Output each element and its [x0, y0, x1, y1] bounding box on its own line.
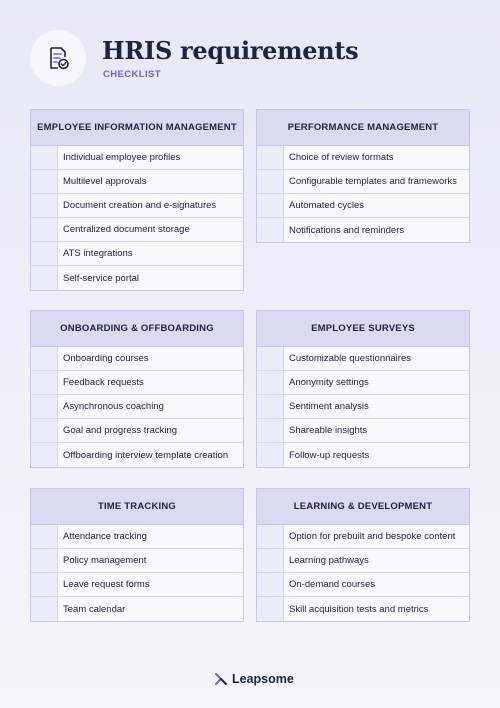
checklist-row [257, 525, 469, 549]
section-time-tracking [30, 488, 244, 622]
checklist-item-label: Centralized document storage [58, 218, 243, 241]
checkbox-cell[interactable] [257, 218, 284, 242]
checklist-row [31, 146, 243, 170]
checklist-item-label: Learning pathways [284, 549, 469, 572]
checklist-row [257, 419, 469, 443]
checklist-item-label: Self-service portal [58, 266, 243, 290]
checklist-row [257, 218, 469, 242]
checkbox-cell[interactable] [31, 549, 58, 572]
section-onboarding-offboarding [30, 310, 244, 468]
checklist-item-label: Follow-up requests [284, 443, 469, 467]
checkbox-cell[interactable] [257, 525, 284, 548]
checkbox-cell[interactable] [31, 194, 58, 217]
checkbox-cell[interactable] [31, 266, 58, 290]
checklist-document-icon [44, 44, 72, 72]
checklist-row [257, 443, 469, 467]
checkbox-cell[interactable] [257, 146, 284, 169]
checklist-item-label: Configurable templates and frameworks [284, 170, 469, 193]
section-title: EMPLOYEE INFORMATION MANAGEMENT [31, 110, 243, 146]
section-title: TIME TRACKING [31, 489, 243, 525]
page-header [30, 30, 470, 86]
page-subtitle: CHECKLIST [103, 69, 161, 80]
checkbox-cell[interactable] [31, 573, 58, 596]
section-learning-development [256, 488, 470, 622]
checklist-row [257, 549, 469, 573]
checkbox-cell[interactable] [31, 218, 58, 241]
checklist-item-label: Onboarding courses [58, 347, 243, 370]
checklist-item-label: Option for prebuilt and bespoke content [284, 525, 469, 548]
checklist-row [257, 597, 469, 621]
checklist-item-label: Automated cycles [284, 194, 469, 217]
checklist-row [257, 146, 469, 170]
checklist-row [257, 573, 469, 597]
checklist-row [31, 266, 243, 290]
checkbox-cell[interactable] [31, 146, 58, 169]
checklist-row [257, 194, 469, 218]
page-title: HRIS requirements [102, 36, 359, 65]
checklist-item-label: Team calendar [58, 597, 243, 621]
checklist-row [257, 347, 469, 371]
checklist-row [257, 395, 469, 419]
checklist-item-label: Customizable questionnaires [284, 347, 469, 370]
checklist-row [31, 419, 243, 443]
footer-brand [214, 670, 294, 688]
checklist-row [31, 242, 243, 266]
checkbox-cell[interactable] [31, 371, 58, 394]
checklist-item-label: Document creation and e-signatures [58, 194, 243, 217]
checkbox-cell[interactable] [257, 194, 284, 217]
checklist-row [31, 525, 243, 549]
checklist-item-label: ATS integrations [58, 242, 243, 265]
checkbox-cell[interactable] [257, 395, 284, 418]
checkbox-cell[interactable] [31, 395, 58, 418]
checklist-item-label: Choice of review formats [284, 146, 469, 169]
checklist-item-label: Leave request forms [58, 573, 243, 596]
checkbox-cell[interactable] [31, 347, 58, 370]
checkbox-cell[interactable] [257, 597, 284, 621]
checklist-item-label: Feedback requests [58, 371, 243, 394]
checkbox-cell[interactable] [257, 347, 284, 370]
checklist-item-label: Multilevel approvals [58, 170, 243, 193]
checklist-item-label: Notifications and reminders [284, 218, 469, 242]
checklist-item-label: Goal and progress tracking [58, 419, 243, 442]
section-performance-management [256, 109, 470, 243]
checklist-row [31, 549, 243, 573]
checklist-row [31, 170, 243, 194]
header-icon-badge [30, 30, 86, 86]
checklist-item-label: Skill acquisition tests and metrics [284, 597, 469, 621]
checkbox-cell[interactable] [257, 170, 284, 193]
checklist-row [257, 170, 469, 194]
checkbox-cell[interactable] [257, 371, 284, 394]
checklist-item-label: Sentiment analysis [284, 395, 469, 418]
checkbox-cell[interactable] [31, 170, 58, 193]
checklist-row [31, 573, 243, 597]
checklist-item-label: Shareable insights [284, 419, 469, 442]
checklist-row [31, 371, 243, 395]
brand-name: Leapsome [232, 672, 294, 686]
checklist-item-label: On-demand courses [284, 573, 469, 596]
checklist-item-label: Policy management [58, 549, 243, 572]
checklist-row [31, 347, 243, 371]
section-title: LEARNING & DEVELOPMENT [257, 489, 469, 525]
checklist-row [31, 443, 243, 467]
checkbox-cell[interactable] [257, 419, 284, 442]
checklist-row [257, 371, 469, 395]
checklist-item-label: Individual employee profiles [58, 146, 243, 169]
checklist-row [31, 597, 243, 621]
leapsome-logo-icon [214, 672, 228, 686]
section-title: PERFORMANCE MANAGEMENT [257, 110, 469, 146]
section-employee-information [30, 109, 244, 291]
checkbox-cell[interactable] [257, 443, 284, 467]
checkbox-cell[interactable] [31, 419, 58, 442]
checklist-row [31, 395, 243, 419]
checkbox-cell[interactable] [31, 443, 58, 467]
checkbox-cell[interactable] [257, 549, 284, 572]
checkbox-cell[interactable] [257, 573, 284, 596]
section-employee-surveys [256, 310, 470, 468]
checkbox-cell[interactable] [31, 242, 58, 265]
section-title: ONBOARDING & OFFBOARDING [31, 311, 243, 347]
checklist-row [31, 218, 243, 242]
checkbox-cell[interactable] [31, 525, 58, 548]
checklist-item-label: Offboarding interview template creation [58, 443, 243, 467]
checklist-item-label: Anonymity settings [284, 371, 469, 394]
checklist-row [31, 194, 243, 218]
checkbox-cell[interactable] [31, 597, 58, 621]
checklist-item-label: Asynchronous coaching [58, 395, 243, 418]
checklist-item-label: Attendance tracking [58, 525, 243, 548]
section-title: EMPLOYEE SURVEYS [257, 311, 469, 347]
